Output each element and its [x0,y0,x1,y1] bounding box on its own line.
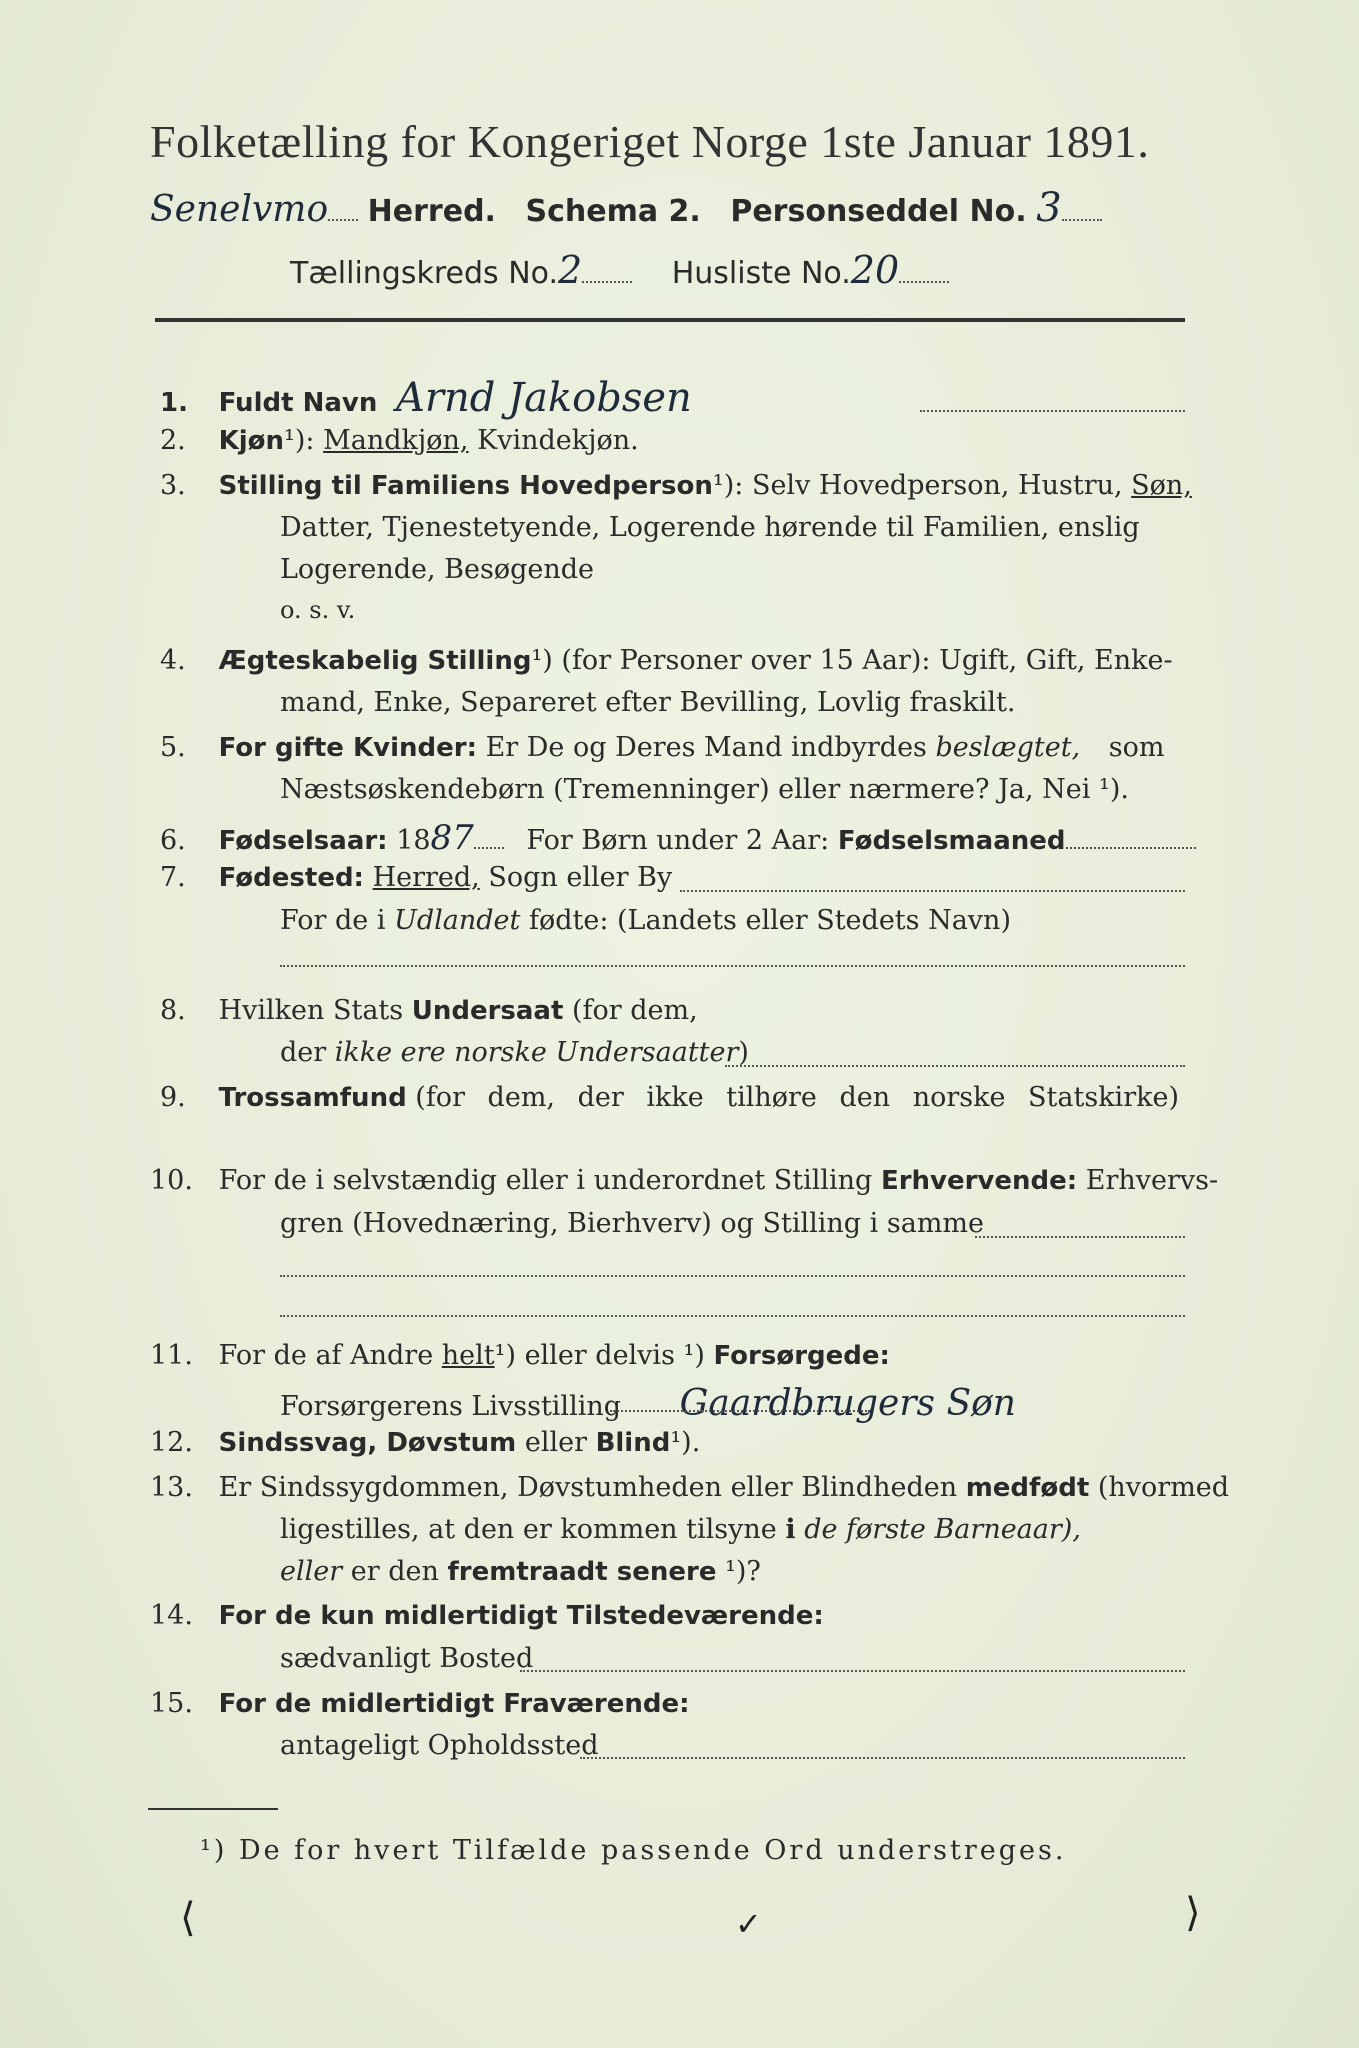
question-14: 14. For de kun midlertidigt Tilstedeværende: [150,1600,824,1631]
question-8: 8. Hvilken Stats Undersaat (for dem, [160,995,698,1026]
personseddel-value: 3 [1036,185,1062,231]
question-5: 5. For gifte Kvinder: Er De og Deres Mand indbyrdes beslægtet, som [160,732,1165,763]
herred-value: Senelvmo [150,189,329,230]
q2-selected: Mandkjøn, [323,425,469,456]
question-1: 1. Fuldt Navn Arnd Jakobsen [160,375,692,421]
form-title: Folketælling for Kongeriget Norge 1ste Januar 1891. [150,116,1150,167]
question-6: 6. Fødselsaar: 1887 For Børn under 2 Aar: Fødselsmaaned [160,818,1196,858]
q1-label: Fuldt Navn [218,388,378,418]
q3-selected: Søn, [1131,470,1192,501]
personseddel-label: Personseddel No. [730,194,1027,229]
husliste-value: 20 [850,248,900,292]
question-7: 7. Fødested: Herred, Sogn eller By [160,862,673,893]
kreds-value: 2 [558,248,583,292]
footnote: ¹) De for hvert Tilfælde passende Ord understreges. [200,1835,1067,1866]
husliste-label: Husliste No. [671,256,851,291]
q6-birthyear-value: 87 [430,818,474,858]
kreds-label: Tællingskreds No. [290,256,558,291]
question-13: 13. Er Sindssygdommen, Døvstumheden eller Blindheden medfødt (hvormed [150,1472,1230,1503]
question-4: 4. Ægteskabelig Stilling¹) (for Personer over 15 Aar): Ugift, Gift, Enke- [160,645,1173,676]
header-line-kreds [290,248,949,292]
q1-name-value: Arnd Jakobsen [395,375,692,421]
census-form-page: Folketælling for Kongeriget Norge 1ste Januar 1891. Senelvmo Herred. Schema 2. Personseddel No. 3 Tællingskreds No.2 Husliste No.20 1. Fuldt Navn Arnd Jakobsen 2. Kjøn¹): Mandkjøn, Kvindekjøn. 3. Stilling til Familiens Hovedperson¹): Selv Hovedperson, Hustru, Søn, Datter, Tjenestetyende, Logerende hørende til Familien, enslig Logerende, Besøgende o. s. v. 4. Ægteskabelig Stilling¹) (for Personer over 15 Aar): Ugift, Gift, Enke- mand, Enke, Separeret efter Bevilling, Lovlig fraskilt. 5. For gifte Kvinder: Er De og Deres Mand indbyrdes beslægtet, som Næstsøskendebørn (Tremenninger) eller nærmere? Ja, Nei ¹). 6. Fødselsaar: 1887 For Børn under 2 Aar: Fødselsmaaned 7. Fødested: Herred, Sogn eller By For de i Udlandet fødte: (Landets eller Stedets Navn) 8. Hvilken Stats Undersaat (for dem, der ikke ere norske Undersaatter) 9. Trossamfund (for dem, der ikke tilhøre den norske Statskirke) 10. For de i selvstændig eller i underordnet Stilling Erhvervende: Erhvervs- gren (Hovednæring, Bierhverv) og Stilling i samme 11. For de af Andre helt¹) eller delvis ¹) Forsørgede: Forsørgerens Livsstilling Gaardbrugers Søn 12. Sindssvag, Døvstum eller Blind¹). 13. Er Sindssygdommen, Døvstumheden eller Blindheden medfødt (hvormed ligestilles, at den er kommen tilsyne i de første Barneaar), eller er den fremtraadt senere ¹)? 14. For de kun midlertidigt Tilstedeværende: sædvanligt Bosted 15. For de midlertidigt Fraværende: antageligt Opholdssted ¹) De for hvert Tilfælde passende Ord understreges. ⟨ ✓ ⟩ [0,0,1359,2048]
question-12: 12. Sindssvag, Døvstum eller Blind¹). [150,1427,701,1458]
q7-selected: Herred, [372,862,480,893]
question-9: 9. Trossamfund (for dem, der ikke tilhøre den norske Statskirke) [160,1082,1179,1113]
q11-selected: helt [441,1340,495,1371]
question-11: 11. For de af Andre helt¹) eller delvis ¹) Forsørgede: [150,1340,890,1371]
question-15: 15. For de midlertidigt Fraværende: [150,1688,690,1719]
question-10: 10. For de i selvstændig eller i underordnet Stilling Erhvervende: Erhvervs- [150,1165,1219,1196]
question-3: 3. Stilling til Familiens Hovedperson¹): Selv Hovedperson, Hustru, Søn, [160,470,1192,501]
corner-mark-right: ⟩ [1185,1890,1201,1936]
header-rule [155,318,1185,322]
corner-mark-center: ✓ [735,1905,762,1943]
herred-label: Herred. [367,194,496,229]
corner-mark-left: ⟨ [180,1895,196,1941]
footnote-rule [148,1808,278,1810]
header-line-herred [150,185,1102,231]
question-2: 2. Kjøn¹): Mandkjøn, Kvindekjøn. [160,425,639,456]
q11-provider-value: Gaardbrugers Søn [679,1383,1016,1424]
schema-label: Schema 2. [525,194,701,229]
